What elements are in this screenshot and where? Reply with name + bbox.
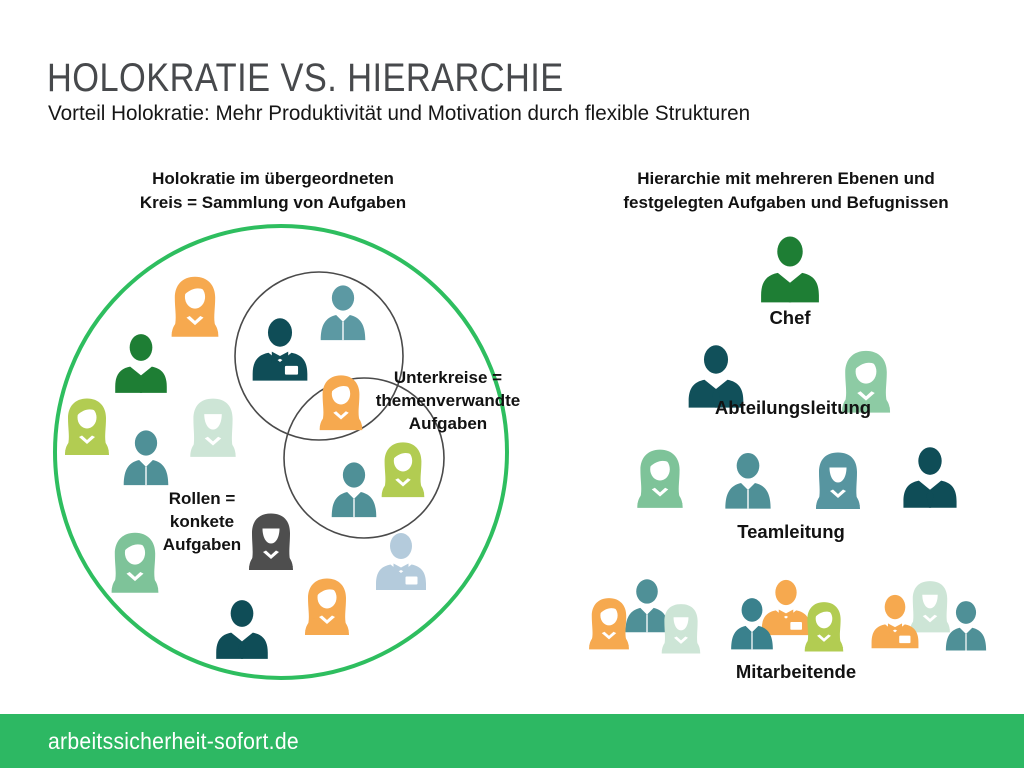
subcircle-label-line1: Unterkreise = [393,368,503,387]
page-subtitle: Vorteil Holokratie: Mehr Produktivität und Motivation durch flexible Strukturen [48,101,751,125]
level-label-mitarbeitende: Mitarbeitende [735,661,857,682]
people-layer [65,236,986,658]
roles-label-line1: Rollen = [168,489,236,508]
woman-bangs-icon [190,399,235,457]
man-shirt-icon [725,453,770,509]
man-suit-icon [216,600,268,659]
woman-icon [305,579,349,636]
roles-label [140,487,264,556]
man-shirt-icon [321,285,366,340]
level-label-abteilungsleitung: Abteilungsleitung [714,397,872,418]
holacracy-outer-circle [55,226,507,678]
page-title: HOLOKRATIE VS. HIERARCHIE [47,56,564,100]
woman-bangs-icon [662,604,701,653]
subcircle-label-line2: themenverwandte [375,391,521,410]
woman-icon [65,399,109,456]
man-suit-icon [115,334,167,393]
man-badge-icon [762,580,810,635]
woman-icon [637,450,682,508]
hierarchy-caption-line2: festgelegten Aufgaben und Befugnissen [623,193,949,212]
holacracy-caption-line1: Holokratie im übergeordneten [152,169,394,188]
man-suit-icon [903,447,956,508]
man-shirt-icon [625,579,668,632]
subcircle-label [369,366,527,435]
man-badge-icon [253,318,308,380]
woman-icon [805,602,844,651]
man-shirt-icon [946,601,986,650]
subcircle-label-line3: Aufgaben [408,414,488,433]
man-badge-icon [376,533,426,590]
man-badge-icon [872,595,919,648]
footer-website: arbeitssicherheit-sofort.de [48,728,299,754]
man-shirt-icon [124,430,169,485]
woman-icon [589,598,629,649]
woman-icon [172,277,219,337]
roles-label-line3: Aufgaben [162,535,242,554]
hierarchy-caption-line1: Hierarchie mit mehreren Ebenen und [637,169,935,188]
woman-bangs-icon [816,453,860,510]
woman-icon [382,442,425,497]
woman-icon [320,375,363,430]
woman-bangs-icon [910,581,950,632]
man-suit-icon [761,236,819,302]
level-label-teamleitung: Teamleitung [737,521,845,542]
man-shirt-icon [332,462,377,517]
roles-label-line2: konkete [169,512,235,531]
level-label-chef: Chef [769,307,811,328]
holacracy-caption-line2: Kreis = Sammlung von Aufgaben [139,193,407,212]
